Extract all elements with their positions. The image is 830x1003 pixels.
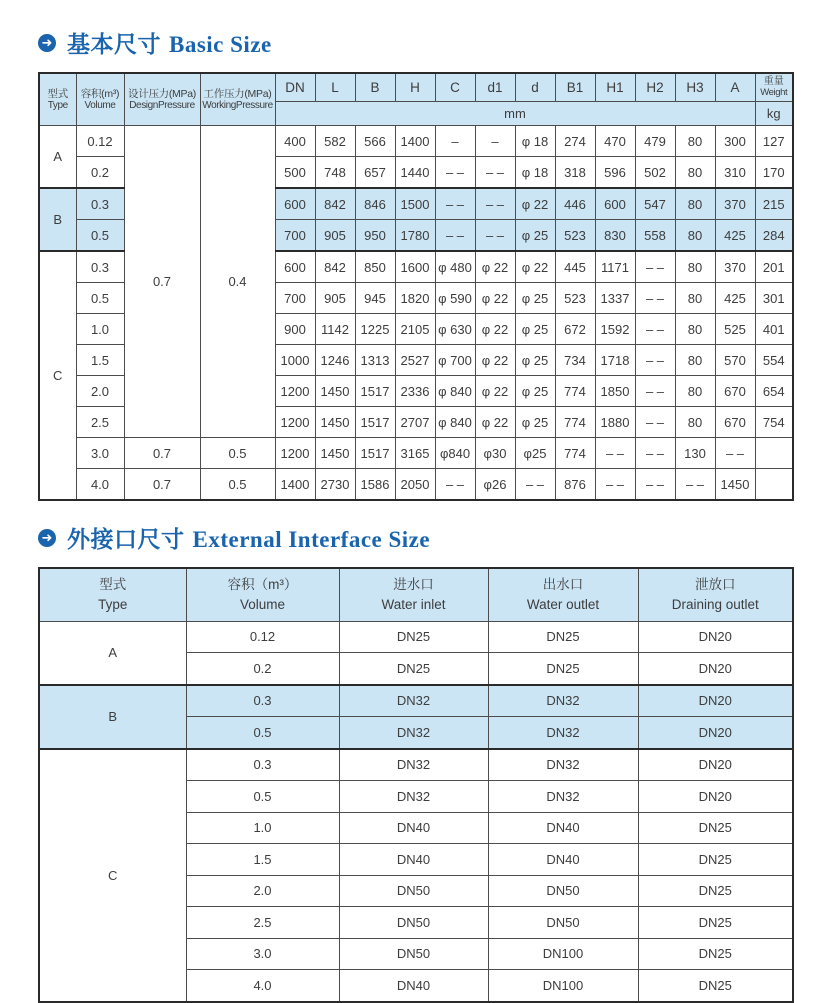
- cell: 905: [315, 283, 355, 314]
- cell: 4.0: [76, 469, 124, 501]
- cell: 80: [675, 376, 715, 407]
- cell: 558: [635, 220, 675, 252]
- cell: DN32: [339, 717, 488, 749]
- col-header-c: C: [435, 73, 475, 102]
- cell: φ 22: [475, 251, 515, 283]
- cell: 2336: [395, 376, 435, 407]
- type-label-zh: 型式: [99, 577, 127, 593]
- cell: – –: [635, 407, 675, 438]
- external-interface-section-title: [38, 521, 792, 554]
- outlet-label-en: Water outlet: [526, 596, 600, 612]
- cell: DN32: [339, 685, 488, 717]
- header-row-1: [39, 73, 793, 102]
- basic-size-title-zh: 基本尺寸: [67, 32, 161, 57]
- cell: 774: [555, 438, 595, 469]
- cell: φ 22: [515, 251, 555, 283]
- cell: 547: [635, 188, 675, 220]
- cell: 80: [675, 188, 715, 220]
- cell: 301: [755, 283, 793, 314]
- cell: DN25: [638, 812, 793, 844]
- cell: 370: [715, 188, 755, 220]
- cell: 600: [275, 188, 315, 220]
- cell: φ 18: [515, 157, 555, 189]
- col-header-h3: H3: [675, 73, 715, 102]
- cell: – –: [435, 469, 475, 501]
- cell: φ 22: [475, 376, 515, 407]
- cell: 0.3: [76, 188, 124, 220]
- cell: 274: [555, 126, 595, 157]
- cell: 1440: [395, 157, 435, 189]
- external-title-zh: 外接口尺寸: [67, 527, 185, 552]
- cell: φ 25: [515, 376, 555, 407]
- cell: 0.5: [186, 781, 339, 813]
- cell: 0.5: [76, 283, 124, 314]
- cell: –: [435, 126, 475, 157]
- cell: 0.12: [76, 126, 124, 157]
- cell: 500: [275, 157, 315, 189]
- cell: φ 480: [435, 251, 475, 283]
- header-row: [39, 568, 793, 621]
- cell: φ 700: [435, 345, 475, 376]
- col-header-type: [39, 73, 76, 126]
- external-title-en: External Interface Size: [192, 527, 431, 552]
- cell: 1450: [315, 376, 355, 407]
- cell: – –: [475, 188, 515, 220]
- cell: 700: [275, 220, 315, 252]
- cell: 2.5: [186, 907, 339, 939]
- cell: 945: [355, 283, 395, 314]
- cell: DN25: [339, 653, 488, 685]
- cell: 425: [715, 220, 755, 252]
- basic-size-section-title: [38, 26, 792, 59]
- cell: 1450: [315, 407, 355, 438]
- cell: 582: [315, 126, 355, 157]
- external-interface-title: [67, 521, 430, 554]
- cell: 401: [755, 314, 793, 345]
- type-group-a: A: [39, 126, 76, 189]
- cell: φ 840: [435, 407, 475, 438]
- cell: – –: [515, 469, 555, 501]
- cell: – –: [635, 438, 675, 469]
- cell: DN20: [638, 717, 793, 749]
- cell: DN25: [638, 907, 793, 939]
- col-header-draining-outlet: [638, 568, 793, 621]
- design-pressure-merged-cell: 0.7: [124, 126, 200, 438]
- cell: 0.2: [186, 653, 339, 685]
- cell: 654: [755, 376, 793, 407]
- cell: DN20: [638, 621, 793, 653]
- type-label-en: Type: [98, 596, 128, 612]
- cell: DN40: [339, 970, 488, 1002]
- cell: 950: [355, 220, 395, 252]
- arrow-bullet-icon: ➜: [38, 34, 56, 52]
- cell: 1586: [355, 469, 395, 501]
- cell: 700: [275, 283, 315, 314]
- col-header-h1: H1: [595, 73, 635, 102]
- col-header-volume: [186, 568, 339, 621]
- cell: 80: [675, 345, 715, 376]
- cell: DN32: [339, 781, 488, 813]
- cell: 2.0: [186, 875, 339, 907]
- cell: 1400: [275, 469, 315, 501]
- cell: –: [475, 126, 515, 157]
- cell: 2707: [395, 407, 435, 438]
- unit-mm-cell: mm: [275, 102, 755, 126]
- type-label-zh: 型式: [47, 87, 68, 100]
- cell: – –: [715, 438, 755, 469]
- cell: 1000: [275, 345, 315, 376]
- cell: 0.3: [186, 685, 339, 717]
- external-interface-table: [38, 567, 794, 1003]
- cell: DN50: [488, 875, 638, 907]
- cell: – –: [595, 438, 635, 469]
- cell: 1225: [355, 314, 395, 345]
- cell: 284: [755, 220, 793, 252]
- type-group-b: B: [39, 685, 186, 749]
- cell: 2105: [395, 314, 435, 345]
- cell: 318: [555, 157, 595, 189]
- cell: 1780: [395, 220, 435, 252]
- cell: 0.7: [124, 469, 200, 501]
- cell: DN25: [488, 653, 638, 685]
- cell: φ26: [475, 469, 515, 501]
- col-header-dn: DN: [275, 73, 315, 102]
- cell: φ 22: [475, 314, 515, 345]
- cell: 1246: [315, 345, 355, 376]
- unit-kg-cell: kg: [755, 102, 793, 126]
- cell: 130: [675, 438, 715, 469]
- cell: 3165: [395, 438, 435, 469]
- cell: DN40: [488, 812, 638, 844]
- cell: 0.5: [76, 220, 124, 252]
- cell: 300: [715, 126, 755, 157]
- cell: – –: [635, 469, 675, 501]
- cell: DN20: [638, 781, 793, 813]
- cell: 4.0: [186, 970, 339, 1002]
- col-header-b: B: [355, 73, 395, 102]
- cell: 0.5: [186, 717, 339, 749]
- cell: 1200: [275, 407, 315, 438]
- cell: 310: [715, 157, 755, 189]
- volume-label-zh: 容积（m³）: [227, 577, 298, 593]
- cell: – –: [475, 157, 515, 189]
- cell: 600: [275, 251, 315, 283]
- cell: 570: [715, 345, 755, 376]
- cell: 80: [675, 126, 715, 157]
- cell: 1.0: [186, 812, 339, 844]
- cell: 425: [715, 283, 755, 314]
- cell: DN100: [488, 970, 638, 1002]
- col-header-d: d: [515, 73, 555, 102]
- cell: 774: [555, 407, 595, 438]
- cell: φ 25: [515, 407, 555, 438]
- cell: 1880: [595, 407, 635, 438]
- cell: 842: [315, 251, 355, 283]
- cell: 596: [595, 157, 635, 189]
- cell: φ25: [515, 438, 555, 469]
- cell: 1450: [315, 438, 355, 469]
- cell: 1450: [715, 469, 755, 501]
- cell: 525: [715, 314, 755, 345]
- cell: 523: [555, 220, 595, 252]
- col-header-type: [39, 568, 186, 621]
- col-header-design-pressure: [124, 73, 200, 126]
- col-header-d1: d1: [475, 73, 515, 102]
- cell: 170: [755, 157, 793, 189]
- basic-size-table: [38, 72, 794, 501]
- cell: φ 22: [475, 283, 515, 314]
- col-header-a: A: [715, 73, 755, 102]
- cell: 502: [635, 157, 675, 189]
- cell: 2050: [395, 469, 435, 501]
- cell: 2730: [315, 469, 355, 501]
- cell: 850: [355, 251, 395, 283]
- cell: 600: [595, 188, 635, 220]
- cell: 1718: [595, 345, 635, 376]
- cell: 80: [675, 283, 715, 314]
- cell: 1850: [595, 376, 635, 407]
- cell: 748: [315, 157, 355, 189]
- drain-label-en: Draining outlet: [671, 596, 759, 612]
- col-header-working-pressure: [200, 73, 275, 126]
- cell: 80: [675, 407, 715, 438]
- col-header-volume: [76, 73, 124, 126]
- working-label-zh: 工作压力(MPa): [203, 87, 272, 100]
- cell: 1600: [395, 251, 435, 283]
- cell: – –: [675, 469, 715, 501]
- cell: 1500: [395, 188, 435, 220]
- cell: φ840: [435, 438, 475, 469]
- cell: DN25: [638, 938, 793, 970]
- type-group-c: C: [39, 251, 76, 500]
- cell: φ 18: [515, 126, 555, 157]
- cell: 127: [755, 126, 793, 157]
- cell: 566: [355, 126, 395, 157]
- cell: 1517: [355, 376, 395, 407]
- cell: 215: [755, 188, 793, 220]
- cell: 0.7: [124, 438, 200, 469]
- working-label-en: WorkingPressure: [202, 99, 273, 111]
- cell: DN25: [638, 970, 793, 1002]
- cell: 842: [315, 188, 355, 220]
- cell: 80: [675, 157, 715, 189]
- cell: 1171: [595, 251, 635, 283]
- type-group-c: C: [39, 749, 186, 1002]
- cell: φ 840: [435, 376, 475, 407]
- cell: 846: [355, 188, 395, 220]
- cell: – –: [635, 251, 675, 283]
- cell: DN25: [638, 844, 793, 876]
- cell: 1820: [395, 283, 435, 314]
- cell: 1400: [395, 126, 435, 157]
- cell: 3.0: [76, 438, 124, 469]
- cell: DN25: [339, 621, 488, 653]
- cell: 657: [355, 157, 395, 189]
- cell: 1517: [355, 438, 395, 469]
- cell: 445: [555, 251, 595, 283]
- cell: 0.3: [186, 749, 339, 781]
- basic-size-title-en: Basic Size: [169, 32, 272, 57]
- cell: φ 25: [515, 314, 555, 345]
- cell: 830: [595, 220, 635, 252]
- working-pressure-merged-cell: 0.4: [200, 126, 275, 438]
- col-header-h2: H2: [635, 73, 675, 102]
- cell: – –: [475, 220, 515, 252]
- inlet-label-zh: 进水口: [393, 577, 434, 593]
- cell: 2.5: [76, 407, 124, 438]
- section-spacer: [38, 501, 792, 515]
- cell: DN25: [488, 621, 638, 653]
- cell: – –: [635, 376, 675, 407]
- cell: DN40: [339, 844, 488, 876]
- cell: DN40: [339, 812, 488, 844]
- cell: φ30: [475, 438, 515, 469]
- cell: φ 22: [475, 407, 515, 438]
- design-label-zh: 设计压力(MPa): [128, 87, 196, 100]
- table-row: [39, 621, 793, 653]
- outlet-label-zh: 出水口: [542, 577, 584, 593]
- cell: 1337: [595, 283, 635, 314]
- cell: 1200: [275, 438, 315, 469]
- cell: [755, 469, 793, 501]
- cell: 400: [275, 126, 315, 157]
- cell: φ 25: [515, 345, 555, 376]
- cell: – –: [435, 157, 475, 189]
- cell: 1592: [595, 314, 635, 345]
- cell: DN32: [339, 749, 488, 781]
- cell: 2527: [395, 345, 435, 376]
- cell: 900: [275, 314, 315, 345]
- cell: 754: [755, 407, 793, 438]
- cell: 470: [595, 126, 635, 157]
- table-row: [39, 749, 793, 781]
- col-header-water-outlet: [488, 568, 638, 621]
- cell: 672: [555, 314, 595, 345]
- cell: 3.0: [186, 938, 339, 970]
- cell: 446: [555, 188, 595, 220]
- weight-label-zh: 重量: [763, 76, 784, 88]
- cell: 1200: [275, 376, 315, 407]
- cell: DN32: [488, 685, 638, 717]
- cell: DN50: [339, 875, 488, 907]
- cell: 2.0: [76, 376, 124, 407]
- cell: 1.0: [76, 314, 124, 345]
- cell: – –: [435, 188, 475, 220]
- cell: 0.5: [200, 438, 275, 469]
- cell: φ 25: [515, 283, 555, 314]
- cell: DN50: [339, 938, 488, 970]
- design-label-en: DesignPressure: [129, 99, 195, 111]
- cell: – –: [595, 469, 635, 501]
- cell: DN20: [638, 685, 793, 717]
- table-row: [39, 685, 793, 717]
- cell: 370: [715, 251, 755, 283]
- cell: φ 22: [475, 345, 515, 376]
- col-header-l: L: [315, 73, 355, 102]
- volume-label-en: Volume: [84, 99, 116, 111]
- cell: 774: [555, 376, 595, 407]
- cell: 1.5: [76, 345, 124, 376]
- table-row: [39, 438, 793, 469]
- cell: 80: [675, 251, 715, 283]
- cell: 1313: [355, 345, 395, 376]
- cell: DN32: [488, 749, 638, 781]
- cell: 523: [555, 283, 595, 314]
- cell: 0.5: [200, 469, 275, 501]
- cell: 1.5: [186, 844, 339, 876]
- type-label-en: Type: [47, 99, 68, 111]
- cell: DN20: [638, 749, 793, 781]
- cell: DN100: [488, 938, 638, 970]
- cell: 1142: [315, 314, 355, 345]
- type-group-b: B: [39, 188, 76, 251]
- cell: DN40: [488, 844, 638, 876]
- col-header-water-inlet: [339, 568, 488, 621]
- basic-size-title: [67, 26, 272, 59]
- weight-label-en: Weight: [760, 86, 788, 98]
- cell: 905: [315, 220, 355, 252]
- col-header-b1: B1: [555, 73, 595, 102]
- cell: – –: [635, 345, 675, 376]
- inlet-label-en: Water inlet: [381, 596, 446, 612]
- cell: 0.2: [76, 157, 124, 189]
- cell: φ 590: [435, 283, 475, 314]
- type-group-a: A: [39, 621, 186, 685]
- cell: 554: [755, 345, 793, 376]
- cell: φ 630: [435, 314, 475, 345]
- cell: 0.3: [76, 251, 124, 283]
- cell: 734: [555, 345, 595, 376]
- col-header-weight: [755, 73, 793, 102]
- cell: 670: [715, 376, 755, 407]
- volume-label-zh: 容积(m³): [80, 87, 120, 100]
- cell: 876: [555, 469, 595, 501]
- cell: – –: [635, 283, 675, 314]
- cell: DN50: [339, 907, 488, 939]
- arrow-bullet-icon: ➜: [38, 529, 56, 547]
- cell: DN32: [488, 717, 638, 749]
- cell: 479: [635, 126, 675, 157]
- drain-label-zh: 泄放口: [695, 577, 736, 593]
- col-header-h: H: [395, 73, 435, 102]
- cell: 80: [675, 220, 715, 252]
- cell: 0.12: [186, 621, 339, 653]
- cell: 80: [675, 314, 715, 345]
- volume-label-en: Volume: [239, 596, 286, 612]
- cell: DN50: [488, 907, 638, 939]
- cell: DN32: [488, 781, 638, 813]
- cell: DN25: [638, 875, 793, 907]
- cell: DN20: [638, 653, 793, 685]
- cell: 670: [715, 407, 755, 438]
- cell: 201: [755, 251, 793, 283]
- cell: 1517: [355, 407, 395, 438]
- cell: – –: [435, 220, 475, 252]
- cell: [755, 438, 793, 469]
- cell: – –: [635, 314, 675, 345]
- table-row: [39, 126, 793, 157]
- table-row: [39, 469, 793, 501]
- cell: φ 22: [515, 188, 555, 220]
- cell: φ 25: [515, 220, 555, 252]
